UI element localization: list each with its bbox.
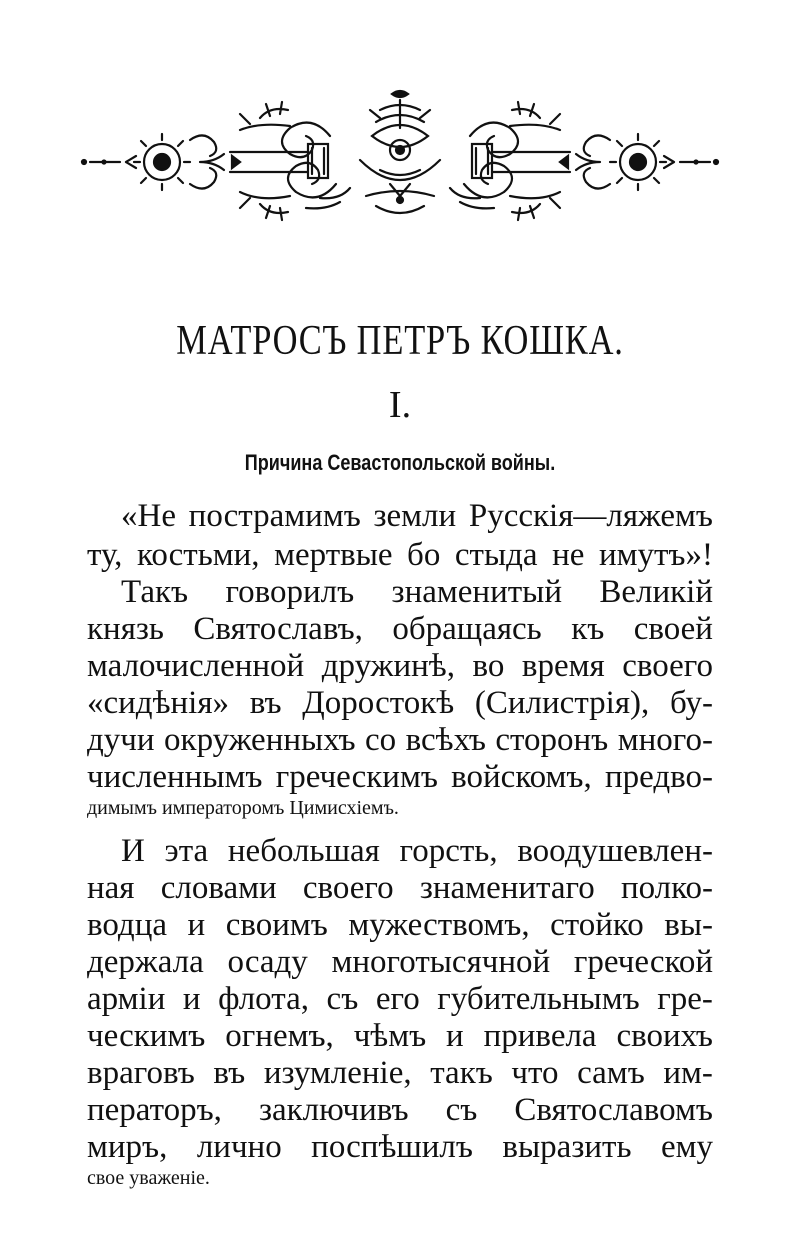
chapter-number: I. (388, 384, 412, 426)
text-line (87, 724, 713, 757)
word: знаменитаго (419, 870, 595, 906)
word: съ (445, 1092, 478, 1128)
word: сторонъ (495, 722, 609, 758)
word: выразить (502, 1129, 632, 1165)
word: что (511, 1055, 559, 1091)
word: Святославомъ (514, 1092, 713, 1128)
text-line (87, 946, 713, 979)
word: своимъ (225, 907, 328, 943)
word: всѣхъ (405, 722, 486, 758)
word: поспѣшилъ (311, 1129, 473, 1165)
word: ему (660, 1129, 713, 1165)
word: своего (302, 870, 394, 906)
word: воодушевлен- (517, 833, 713, 869)
word: «сидѣнія» (87, 685, 230, 721)
word: ператоръ, (87, 1092, 222, 1128)
text-line (87, 687, 713, 720)
word: дучи (87, 722, 155, 758)
word: къ (571, 611, 605, 647)
word: князь (87, 611, 164, 647)
word: миръ, (87, 1129, 168, 1165)
word: Великій (599, 574, 713, 610)
headpiece-ornament-icon (80, 88, 720, 233)
word: бу- (669, 685, 713, 721)
word: «Не (121, 498, 176, 534)
word: мужествомъ, (348, 907, 530, 943)
text-line (87, 539, 713, 572)
word: дружинѣ, (321, 648, 455, 684)
word: греческимъ (275, 759, 438, 795)
word: ту, (87, 537, 123, 573)
word: предво- (604, 759, 713, 795)
text-line (87, 872, 713, 905)
word: им- (663, 1055, 713, 1091)
word: враговъ (87, 1055, 195, 1091)
text-line (87, 1131, 713, 1164)
word: Русскія—ляжемъ (468, 498, 713, 534)
text-line (121, 835, 713, 868)
word: (Силистрія), (474, 685, 650, 721)
word: эта (164, 833, 209, 869)
text-line (87, 983, 713, 1016)
word: костьми, (136, 537, 260, 573)
word: лично (196, 1129, 282, 1165)
text-line: свое уваженіе. (87, 1167, 210, 1189)
word: въ (249, 685, 282, 721)
word: чѣмъ (353, 1018, 427, 1054)
word: Такъ (121, 574, 189, 610)
text-line (87, 761, 713, 794)
word: заключивъ (258, 1092, 409, 1128)
text-line (87, 650, 713, 683)
word: и (446, 1018, 464, 1054)
word: время (521, 648, 605, 684)
word: губительнымъ (437, 981, 640, 1017)
word: ческимъ (87, 1018, 206, 1054)
word: въ (213, 1055, 246, 1091)
story-title: МАТРОСЪ ПЕТРЪ КОШКА. (176, 318, 624, 364)
word: стыда (454, 537, 538, 573)
word: и (182, 981, 201, 1017)
word: привела (483, 1018, 597, 1054)
word: говорилъ (225, 574, 355, 610)
word: И (121, 833, 145, 869)
word: Святославъ, (193, 611, 363, 647)
word: пострамимъ (188, 498, 361, 534)
word: малочисленной (87, 648, 305, 684)
word: много- (617, 722, 713, 758)
word: осаду (227, 944, 308, 980)
word: изумленіе, (263, 1055, 412, 1091)
chapter-subtitle: Причина Севастопольской войны. (244, 450, 556, 475)
word: водца (87, 907, 168, 943)
word: численнымъ (87, 759, 263, 795)
text-line (87, 1094, 713, 1127)
word: огнемъ, (225, 1018, 334, 1054)
word: своего (622, 648, 713, 684)
word: Доростокѣ (302, 685, 455, 721)
word: своей (633, 611, 713, 647)
word: окруженныхъ (164, 722, 356, 758)
word: держала (87, 944, 204, 980)
word: ная (87, 870, 135, 906)
text-line: димымъ императоромъ Цимисхіемъ. (87, 797, 399, 819)
word: и (187, 907, 206, 943)
word: словами (160, 870, 277, 906)
text-line (87, 909, 713, 942)
word: такъ (430, 1055, 493, 1091)
word: со (365, 722, 397, 758)
word: полко- (620, 870, 713, 906)
word: не (552, 537, 585, 573)
word: бо (407, 537, 441, 573)
word: арміи (87, 981, 166, 1017)
word: его (375, 981, 420, 1017)
word: вы- (664, 907, 713, 943)
word: гре- (657, 981, 713, 1017)
word: обращаясь (392, 611, 542, 647)
word: греческой (573, 944, 713, 980)
text-line (121, 500, 713, 533)
text-line (87, 613, 713, 646)
word: съ (326, 981, 359, 1017)
word: земли (373, 498, 457, 534)
word: мертвые (274, 537, 393, 573)
word: флота, (218, 981, 309, 1017)
word: небольшая (227, 833, 380, 869)
word: горсть, (399, 833, 498, 869)
text-line (87, 1057, 713, 1090)
word: во (472, 648, 505, 684)
word: самъ (577, 1055, 645, 1091)
word: имутъ»! (598, 537, 713, 573)
word: своихъ (616, 1018, 713, 1054)
word: стойко (550, 907, 644, 943)
word: войскомъ, (451, 759, 592, 795)
text-line (121, 576, 713, 609)
word: знаменитый (391, 574, 562, 610)
text-line (87, 1020, 713, 1053)
word: многотысячной (331, 944, 551, 980)
